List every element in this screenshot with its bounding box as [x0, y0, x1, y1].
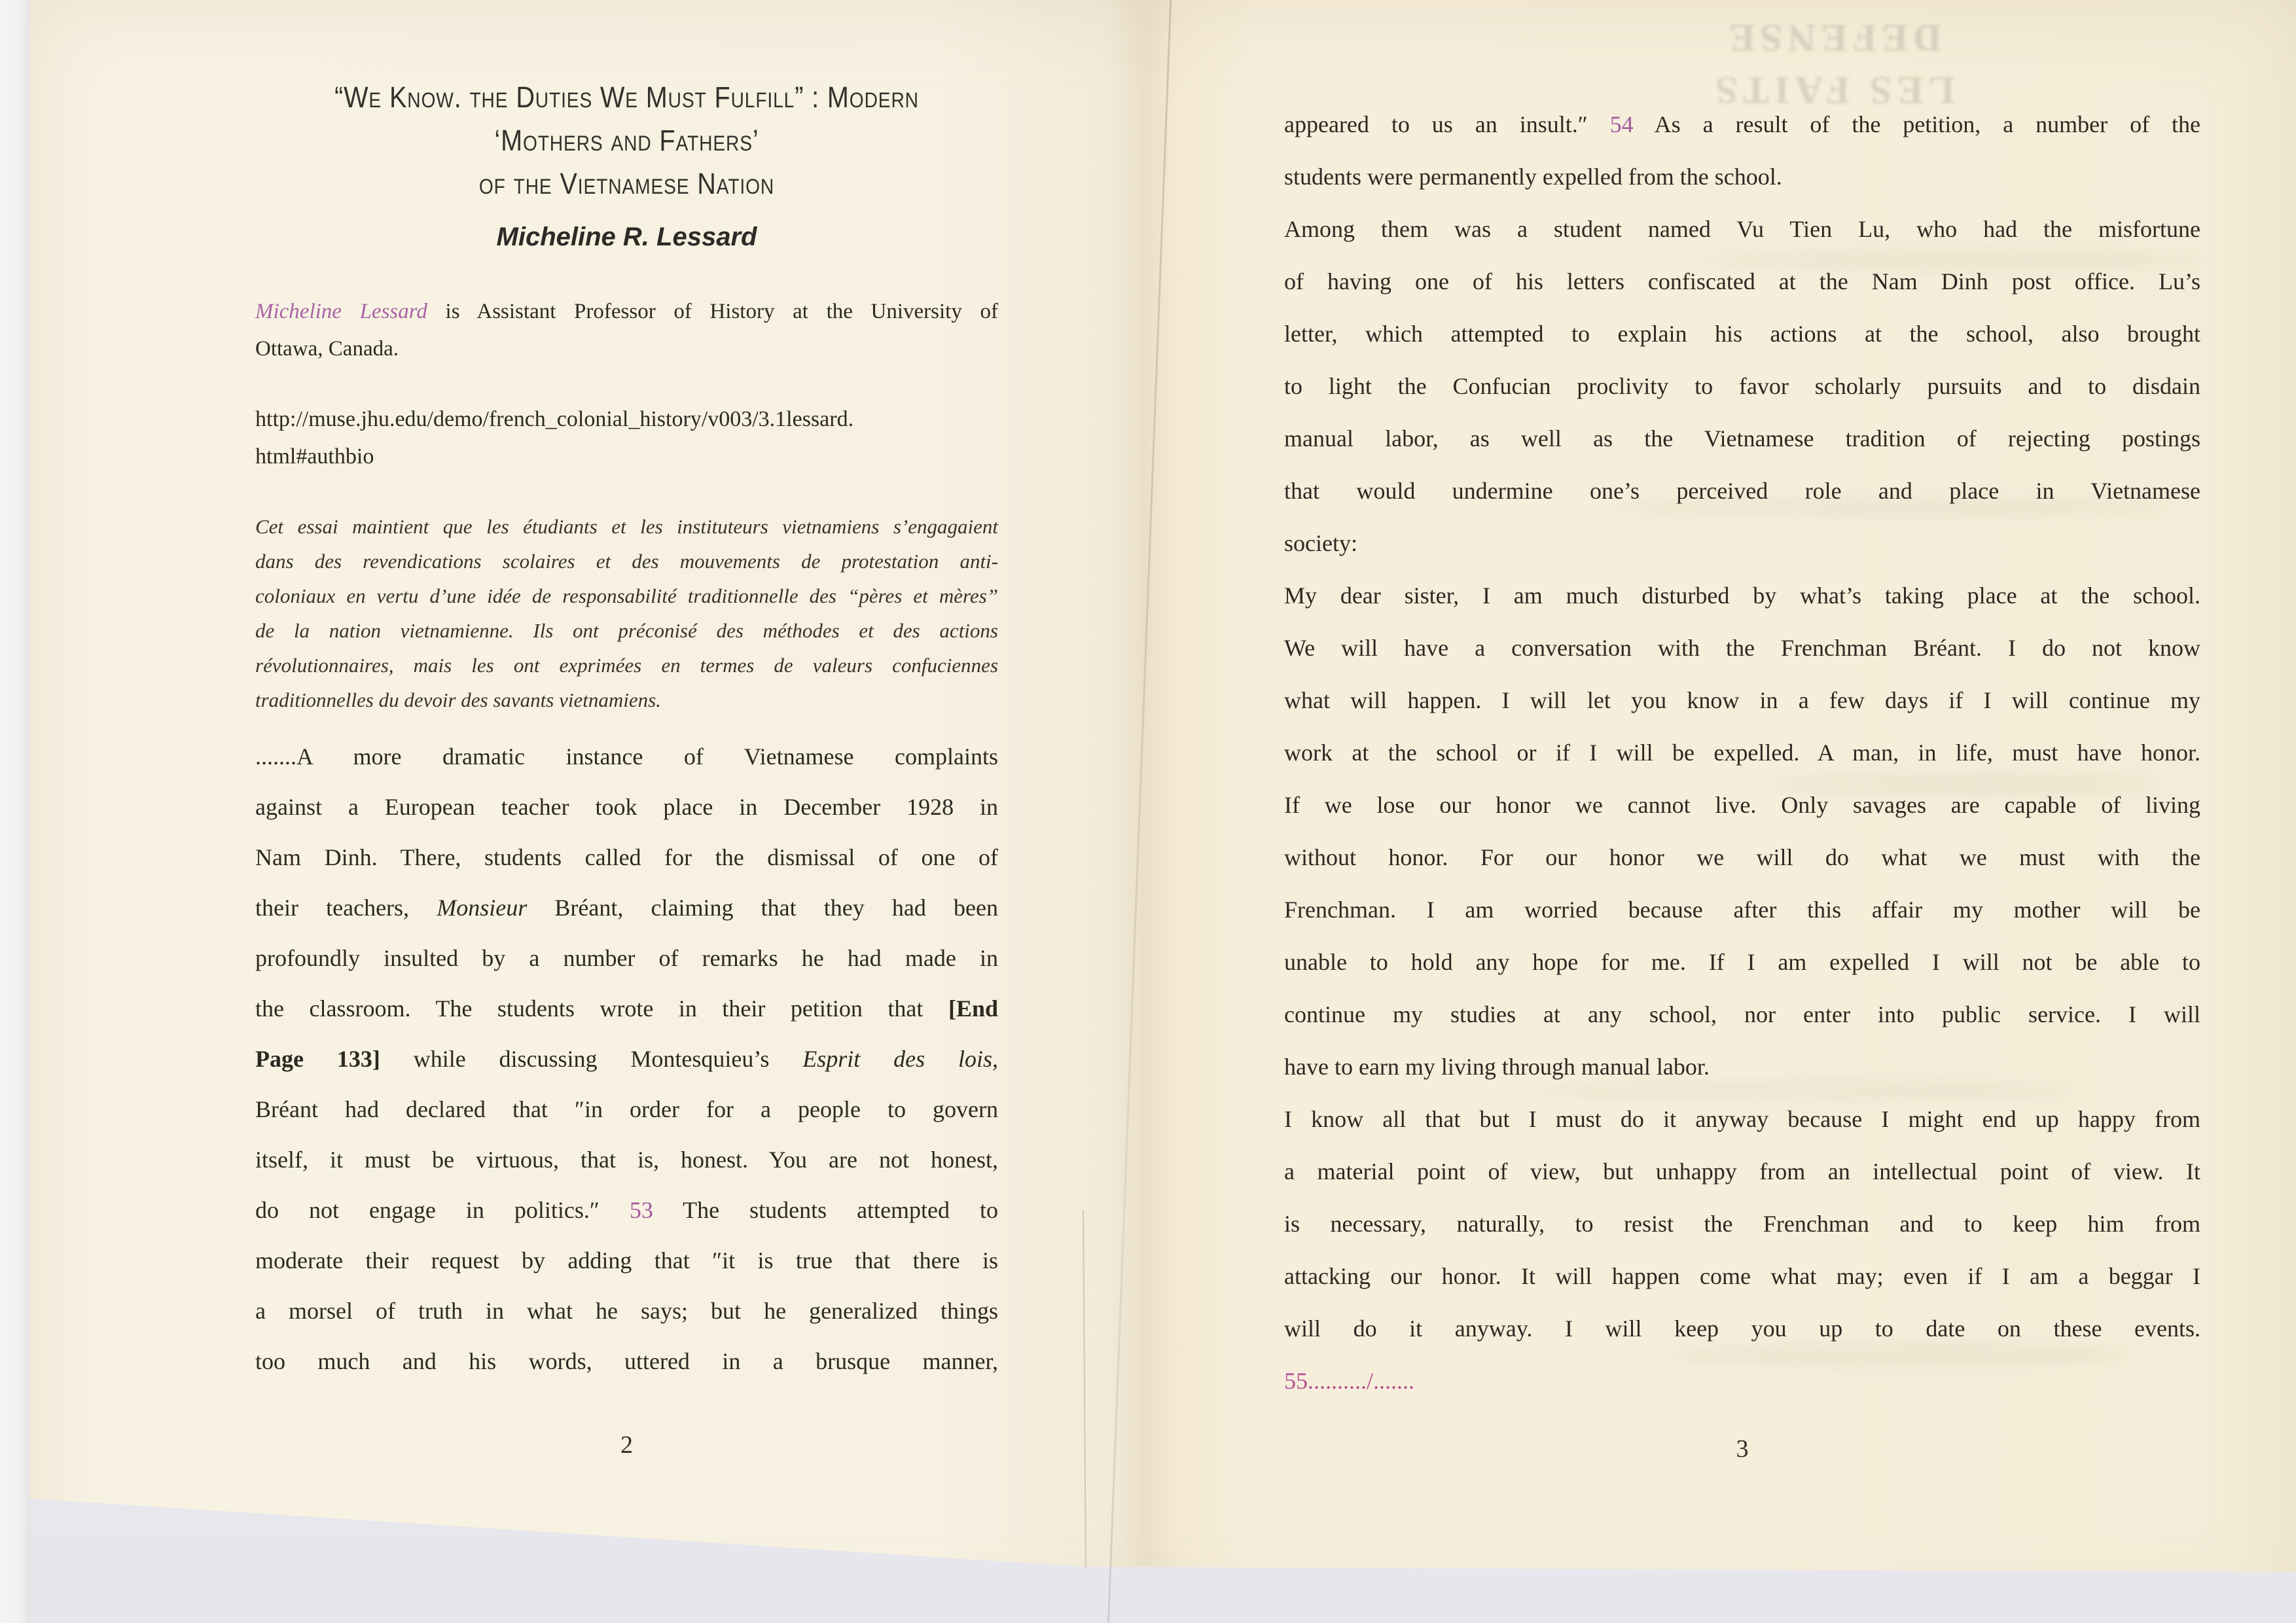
source-url	[255, 401, 998, 475]
text-line: continue my studies at any school, nor enter into public service. I will	[1284, 1001, 2200, 1027]
text-line: against a European teacher took place in December 1928 in	[255, 794, 998, 820]
text-line: Micheline Lessard is Assistant Professor of History at the University of	[255, 300, 998, 323]
text-line: their teachers, Monsieur Bréant, claiming that they had been	[255, 895, 999, 921]
left-page-body	[255, 732, 998, 1387]
text-line: de la nation vietnamienne. Ils ont préconisé des méthodes et des actions	[255, 619, 998, 642]
text-line: .......A more dramatic instance of Vietnamese complaints	[255, 743, 998, 770]
text-line: traditionnelles du devoir des savants vietnamiens.	[255, 688, 661, 711]
bleed-through-line: DEFENSE	[1723, 16, 1942, 60]
title-line-2: ‘Mothers and Fathers’	[494, 124, 759, 157]
bleed-through-line: LES FAITS	[1710, 69, 1955, 112]
text-line: too much and his words, uttered in a brusque manner,	[255, 1348, 998, 1374]
left-page-number: 2	[620, 1431, 633, 1459]
text-line: If we lose our honor we cannot live. Only savages are capable of living	[1284, 792, 2200, 818]
text-line: appeared to us an insult.″ 54 As a result of the petition, a number of the	[1284, 111, 2200, 137]
text-line: We will have a conversation with the Frenchman Bréant. I do not know	[1284, 635, 2200, 661]
text-line: do not engage in politics.″ 53 The students attempted to	[255, 1197, 999, 1223]
text-line: without honor. For our honor we will do what we must with the	[1284, 844, 2200, 870]
french-abstract	[255, 509, 998, 717]
text-line: Ottawa, Canada.	[255, 337, 399, 361]
text-line: of having one of his letters confiscated at the Nam Dinh post office. Lu’s	[1284, 268, 2200, 294]
text-line: that would undermine one’s perceived role and place in Vietnamese	[1284, 478, 2200, 504]
text-line: attacking our honor. It will happen come what may; even if I am a beggar I	[1284, 1263, 2200, 1289]
title-line-1: “We Know. the Duties We Must Fulfill” : Modern	[334, 80, 919, 114]
text-line: will do it anyway. I will keep you up to date on these events.	[1284, 1315, 2200, 1342]
author-name: Micheline R. Lessard	[496, 223, 757, 251]
text-line: unable to hold any hope for me. If I am expelled I will not be able to	[1284, 949, 2200, 975]
text-line: 55........../.......	[1284, 1368, 1415, 1394]
text-line: coloniaux en vertu d’une idée de responsabilité traditionnelle des “pères et mères”	[255, 584, 998, 607]
text-line: is necessary, naturally, to resist the Frenchman and to keep him from	[1284, 1211, 2200, 1237]
text-line: the classroom. The students wrote in their petition that [End	[255, 995, 998, 1022]
text-line: Among them was a student named Vu Tien Lu, who had the misfortune	[1284, 216, 2200, 242]
text-line: itself, it must be virtuous, that is, honest. You are not honest,	[255, 1147, 998, 1173]
text-line: http://muse.jhu.edu/demo/french_colonial_history/v003/3.1lessard.	[255, 407, 854, 431]
article-title	[255, 76, 998, 205]
title-line-3: of the Vietnamese Nation	[478, 167, 775, 200]
text-line: Cet essai maintient que les étudiants et les instituteurs vietnamiens s’engagaient	[255, 515, 998, 538]
text-line: society:	[1284, 530, 1357, 556]
text-line: a morsel of truth in what he says; but he generalized things	[255, 1298, 998, 1324]
text-line: to light the Confucian proclivity to favor scholarly pursuits and to disdain	[1284, 373, 2200, 399]
text-line: moderate their request by adding that ″it is true that there is	[255, 1247, 998, 1274]
right-page-number: 3	[1736, 1435, 1749, 1463]
text-line: a material point of view, but unhappy from an intellectual point of view. It	[1284, 1158, 2200, 1185]
text-line: Frenchman. I am worried because after this affair my mother will be	[1284, 897, 2200, 923]
text-line: Nam Dinh. There, students called for the dismissal of one of	[255, 844, 998, 870]
text-line: révolutionnaires, mais les ont exprimées en termes de valeurs confuciennes	[255, 654, 998, 677]
text-line: students were permanently expelled from the school.	[1284, 164, 1782, 190]
text-line: Page 133] while discussing Montesquieu’s Esprit des lois,	[255, 1046, 999, 1072]
text-line: manual labor, as well as the Vietnamese tradition of rejecting postings	[1284, 425, 2200, 452]
text-line: profoundly insulted by a number of remarks he had made in	[255, 945, 998, 971]
text-line: dans des revendications scolaires et des mouvements de protestation anti-	[255, 550, 998, 573]
text-line: html#authbio	[255, 444, 374, 469]
text-line: work at the school or if I will be expelled. A man, in life, must have honor.	[1284, 740, 2200, 766]
text-line: Bréant had declared that ″in order for a people to govern	[255, 1096, 998, 1122]
text-line: letter, which attempted to explain his actions at the school, also brought	[1284, 321, 2200, 347]
scanner-bed-edge	[0, 0, 30, 1623]
text-line: have to earn my living through manual labor.	[1284, 1054, 1710, 1080]
text-line: My dear sister, I am much disturbed by what’s taking place at the school.	[1284, 582, 2200, 609]
text-line: what will happen. I will let you know in a few days if I will continue my	[1284, 687, 2200, 713]
right-page-body	[1284, 98, 2200, 1407]
author-bio	[255, 293, 998, 368]
text-line: I know all that but I must do it anyway because I might end up happy from	[1284, 1106, 2200, 1132]
